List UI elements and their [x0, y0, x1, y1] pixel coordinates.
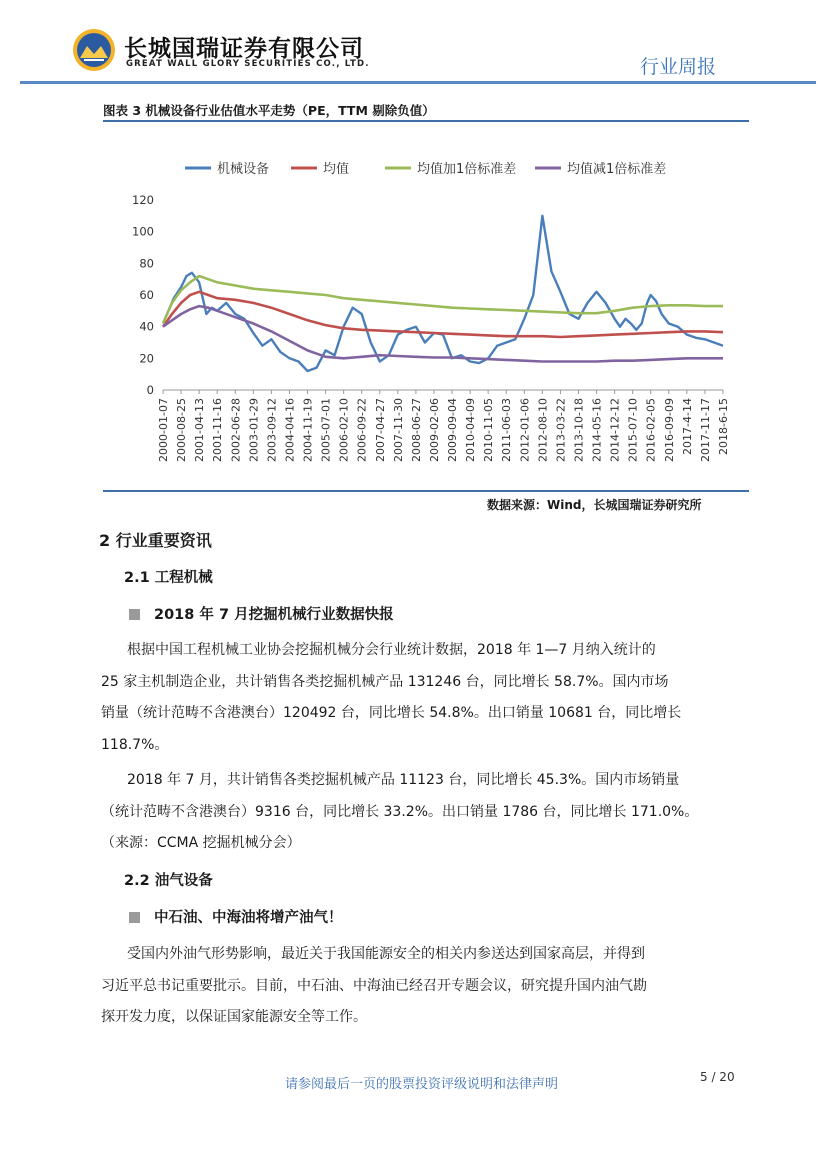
paragraph-line: （统计范畴不含港澳台）9316 台，同比增长 33.2%。出口销量 1786 台，同比增长 171.0%。 — [101, 803, 699, 820]
company-name-en: GREAT WALL GLORY SECURITIES CO., LTD. — [126, 59, 370, 69]
paragraph-line: 118.7%。 — [101, 736, 169, 753]
y-tick-label: 60 — [139, 288, 154, 302]
legend-item — [185, 161, 269, 177]
legend-label: 均值 — [323, 162, 350, 177]
company-name-cn: 长城国瑞证券有限公司 — [124, 36, 364, 62]
paragraph-oil-gas — [101, 939, 746, 1034]
x-tick-label: 2004-11-19 — [301, 398, 315, 462]
x-tick-label: 2006-02-10 — [337, 398, 351, 462]
x-tick-label: 2015-07-10 — [626, 398, 640, 462]
square-bullet-icon — [129, 609, 140, 620]
y-tick-label: 40 — [139, 319, 154, 334]
chart-x-axis — [157, 390, 730, 462]
chart-series-lines — [163, 216, 723, 371]
header-divider — [20, 81, 816, 84]
pe-valuation-line-chart — [103, 148, 743, 484]
x-tick-label: 2008-06-27 — [409, 398, 423, 462]
x-tick-label: 2016-02-05 — [644, 398, 658, 462]
x-tick-label: 2014-05-16 — [590, 398, 604, 462]
paragraph-excavator-jan-jul — [101, 635, 746, 761]
company-logo-icon — [72, 28, 116, 72]
paragraph-line: 受国内外油气形势影响，最近关于我国能源安全的相关内参送达到国家高层，并得到 — [127, 946, 645, 962]
x-tick-label: 2016-09-09 — [662, 398, 676, 462]
x-tick-label: 2007-11-30 — [391, 398, 405, 462]
subsection-heading-oil-gas: 2.2 油气设备 — [124, 873, 213, 889]
y-tick-label: 0 — [146, 383, 154, 397]
y-tick-label: 120 — [132, 193, 154, 207]
series-line — [163, 216, 723, 371]
bullet-heading-oil-gas — [129, 906, 343, 927]
bullet-text: 中石油、中海油将增产油气！ — [154, 910, 343, 926]
x-tick-label: 2003-01-29 — [247, 398, 261, 462]
x-tick-label: 2009-02-06 — [427, 398, 441, 462]
x-tick-label: 2013-03-22 — [554, 397, 568, 462]
x-tick-label: 2003-09-12 — [265, 398, 279, 462]
x-tick-label: 2000-01-07 — [157, 398, 170, 462]
x-tick-label: 2004-04-16 — [283, 398, 297, 462]
x-tick-label: 2009-09-04 — [446, 398, 460, 462]
x-tick-label: 2010-11-05 — [482, 398, 496, 462]
x-tick-label: 2006-09-22 — [355, 398, 369, 462]
paragraph-line: 销量（统计范畴不含港澳台）120492 台，同比增长 54.8%。出口销量 10681 台，同比增长 — [101, 705, 682, 721]
legend-item — [291, 161, 349, 177]
legend-item — [385, 161, 516, 177]
x-tick-label: 2017-11-17 — [698, 398, 712, 462]
x-tick-label: 2001-04-13 — [193, 398, 207, 462]
x-tick-label: 2000-08-25 — [175, 398, 189, 462]
x-tick-label: 2001-11-16 — [211, 398, 225, 462]
x-tick-label: 2014-12-12 — [608, 398, 622, 462]
subsection-heading-construction-machinery: 2.1 工程机械 — [124, 570, 213, 586]
x-tick-label: 2002-06-28 — [229, 398, 243, 462]
y-tick-label: 20 — [139, 351, 154, 366]
paragraph-line: 2018 年 7 月，共计销售各类挖掘机械产品 11123 台，同比增长 45.3%。国内市场销量 — [127, 772, 680, 788]
paragraph-line: 根据中国工程机械工业协会挖掘机械分会行业统计数据，2018 年 1—7 月纳入统计的 — [127, 642, 656, 658]
legend-label: 均值减1倍标准差 — [567, 162, 667, 177]
x-tick-label: 2012-01-06 — [518, 398, 532, 462]
bullet-text: 2018 年 7 月挖掘机械行业数据快报 — [154, 607, 394, 623]
paragraph-line: 习近平总书记重要批示。目前，中石油、中海油已经召开专题会议，研究提升国内油气勘 — [101, 977, 647, 994]
x-tick-label: 2011-06-03 — [500, 398, 514, 462]
figure-top-rule — [103, 120, 749, 122]
x-tick-label: 2005-07-01 — [319, 398, 333, 462]
x-tick-label: 2012-08-10 — [536, 398, 550, 462]
legend-label: 机械设备 — [217, 162, 270, 177]
x-tick-label: 2007-04-27 — [373, 398, 387, 462]
square-bullet-icon — [129, 912, 140, 923]
footer-disclaimer: 请参阅最后一页的股票投资评级说明和法律声明 — [285, 1077, 559, 1092]
paragraph-line: （来源：CCMA 挖掘机械分会） — [101, 835, 301, 851]
report-type-label: 行业周报 — [640, 56, 717, 78]
x-tick-label: 2018-6-15 — [717, 398, 730, 455]
bullet-heading-excavator — [129, 603, 394, 624]
figure-bottom-rule — [103, 490, 749, 492]
x-tick-label: 2013-10-18 — [572, 398, 586, 462]
chart-y-axis — [132, 193, 154, 397]
legend-item — [535, 161, 666, 177]
series-line — [163, 292, 723, 337]
legend-label: 均值加1倍标准差 — [417, 162, 517, 177]
paragraph-line: 25 家主机制造企业，共计销售各类挖掘机械产品 131246 台，同比增长 58.7%。国内市场 — [101, 673, 669, 690]
y-tick-label: 80 — [139, 256, 154, 271]
series-line — [163, 276, 723, 324]
chart-legend — [185, 161, 666, 177]
figure-title: 图表 3 机械设备行业估值水平走势（PE，TTM 剔除负值） — [103, 103, 435, 118]
section-heading: 2 行业重要资讯 — [99, 531, 212, 550]
x-tick-label: 2017-4-14 — [680, 398, 694, 455]
paragraph-excavator-july — [101, 765, 746, 860]
figure-source: 数据来源：Wind，长城国瑞证券研究所 — [487, 498, 702, 512]
y-tick-label: 100 — [132, 224, 154, 239]
page-number: 5 / 20 — [700, 1070, 735, 1084]
paragraph-line: 探开发力度，以保证国家能源安全等工作。 — [101, 1009, 367, 1025]
x-tick-label: 2010-04-09 — [464, 398, 478, 462]
